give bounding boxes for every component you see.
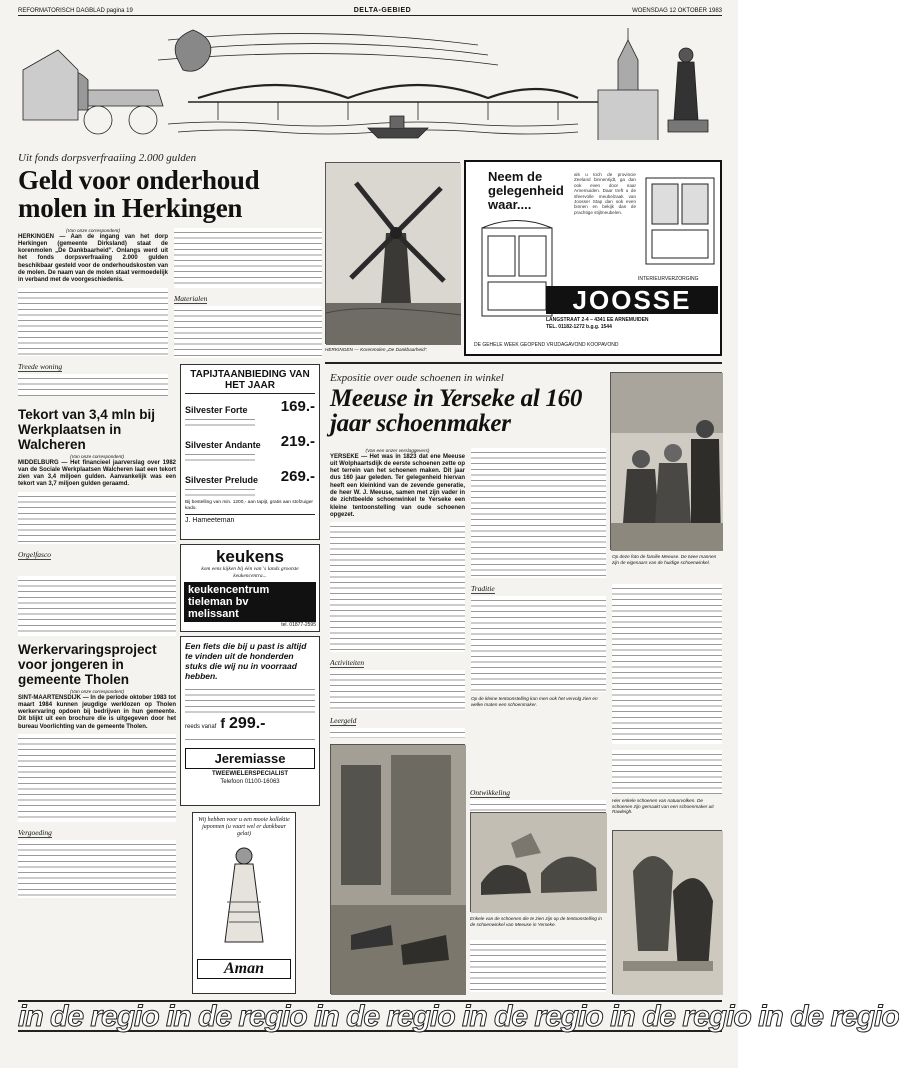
article-body-text xyxy=(470,940,606,992)
article-headline: Meeuse in Yerseke al 160 jaar schoenmaker xyxy=(330,385,583,437)
article-lead: SINT-MAARTENSDIJK — In de periode oktober 1983 tot maart 1984 kunnen jeugdige werklozen op Tholen werkervaring opdoen bij bedrijven in hun gemeente. Dit blijkt uit een brochure die is uitgegeven door het bureau Voorlichting van de gemeente Tholen. xyxy=(18,694,176,730)
photo-caption: Hier enkele schoenen van natuurvolken. De schoenen zijn gemaakt van een schoenmaker uit Rawleigh. xyxy=(612,798,714,815)
product-price: 219.- xyxy=(280,433,315,450)
ad-opening-hours: DE GEHELE WEEK GEOPEND VRIJDAGAVOND KOOPAVOND xyxy=(474,342,619,348)
ad-slogan-line: waar.... xyxy=(488,197,532,212)
product-price: 269.- xyxy=(280,468,315,485)
ad-telephone: Telefoon 01100-16063 xyxy=(220,779,280,785)
cabinet-drawing xyxy=(642,172,718,272)
ad-body-text: Een fiets die bij u past is altijd te vinden uit de honderden stuks die wij nu in voorraad hebben. xyxy=(185,641,307,681)
native-shoes-photo xyxy=(612,830,722,994)
article-byline: (Van een onzer verslaggevers) xyxy=(365,448,430,453)
paper-name: REFORMATORISCH DAGBLAD pagina 19 xyxy=(18,7,133,14)
article-lead: MIDDELBURG — Het financieel jaarverslag over 1982 van de Sociale Werkplaatsen Walcheren laat een tekort zien van 3,4 miljoen gulden. Aanvankelijk was een tekort van 3,7 miljoen gulden geraamd. xyxy=(18,459,176,488)
ad-brand-name: Jeremiasse xyxy=(185,748,315,769)
product-price: 299.- xyxy=(229,715,266,732)
subheading: Ontwikkeling xyxy=(470,788,510,797)
article-headline: Werkervaringsproject voor jongeren in gemeente Tholen xyxy=(18,642,157,687)
product-name: Silvester Forte xyxy=(185,405,248,415)
ad-subtitle: TWEEWIELERSPECIALIST xyxy=(211,771,288,777)
ad-tapijt xyxy=(180,364,320,540)
ad-title: keukens xyxy=(215,547,285,566)
article-headline: Geld voor onderhoud molen in Herkingen xyxy=(18,165,260,223)
article-body-text xyxy=(18,734,176,822)
ad-telephone: TEL. 01182-1272 b.g.g. 1544 xyxy=(546,324,612,330)
issue-date: WOENSDAG 12 OKTOBER 1983 xyxy=(632,7,722,14)
footer-text: in de regio in de regio in de regio in de regio in de regio in de regio xyxy=(18,1000,899,1033)
subheading: Orgelfasco xyxy=(18,549,52,559)
ad-note: Bij bestelling van min. 1200,- aan tapijt, gratis aan stofzuiger kado. xyxy=(185,500,313,511)
article-byline: (Van onze correspondent) xyxy=(69,689,125,694)
article-lead: YERSEKE — Het was in 1823 dat ene Meeuse uit Wolphaartsdijk de eerste schoenen zette op het terrein van het schoenen maken. Dit jaar dus 160 jaar geleden. Ter gelegenheid hiervan heeft een kleinkind van de zevende generatie, de heer W. J. Meeuse, samen met zijn vader in de zichtbeelde schoenwinkel te Yerseke een kleine tentoonstelling van oude schoenen opgezet. xyxy=(330,453,465,518)
article-tekort xyxy=(18,407,176,572)
article-body-text xyxy=(612,584,722,744)
ad-tag: INTERIEURVERZORGING xyxy=(638,276,699,282)
subheading: Vergoeding xyxy=(18,828,52,838)
article-meeuse xyxy=(330,372,606,446)
product-name: Silvester Prelude xyxy=(185,475,259,485)
article-body-text xyxy=(330,670,465,710)
dress-illustration xyxy=(197,842,291,952)
article-body-text xyxy=(330,522,465,652)
ad-aman xyxy=(192,812,296,994)
article-kicker: Uit fonds dorpsverfraaiing 2.000 gulden xyxy=(18,152,197,164)
ad-item-list xyxy=(185,398,315,497)
ad-telephone: tel. 01877-2595 xyxy=(281,622,316,628)
ad-brand-name: Aman xyxy=(197,959,291,979)
article-body-text xyxy=(471,448,606,578)
article-body-text xyxy=(18,576,176,636)
ad-shop-name: J. Hameeteman xyxy=(185,514,315,524)
ad-body-text: als u toch de provincie Zeeland binnenrijdt, ga dan ook even door naar Arnemuiden. Daar treft u de sfeervolle meubelzaak van Joosse! Stap dan ook even binnen en bekijk dan de prachtige stijlmeubelen. xyxy=(574,172,636,215)
delta-banner-illustration xyxy=(18,20,722,148)
subheading: Leergeld xyxy=(330,716,357,726)
article-body-text xyxy=(18,840,176,898)
subheading: Activiteiten xyxy=(330,658,365,668)
ad-brand-name: JOOSSE xyxy=(546,286,718,314)
windmill-photo xyxy=(325,162,460,344)
photo-caption: Enkele van de schoenen die te zien zijn op de tentoonstelling in de schoenwinkel van Meeuse in Yerseke. xyxy=(470,916,602,927)
subheading: Materialen xyxy=(174,294,208,303)
article-byline: (Van onze correspondent) xyxy=(69,454,125,459)
subheading: Treede woning xyxy=(18,361,63,371)
ad-address: LANGSTRAAT 2-4 – 4341 EE ARNEMUIDEN xyxy=(546,317,649,323)
photo-caption: HERKINGEN — Korenmolen „De Dankbaarheid”. xyxy=(325,347,428,352)
article-body-text xyxy=(174,306,322,358)
ad-brand-line: melissant xyxy=(188,608,239,620)
ad-brand-line: tieleman bv xyxy=(188,596,249,608)
old-shoes-photo xyxy=(470,812,606,912)
subheading: Traditie xyxy=(471,584,495,593)
product-price: 169.- xyxy=(280,398,315,415)
product-name: Silvester Andante xyxy=(185,440,261,450)
ad-body-text: Wij hebben voor u een mooie kollektie japonnen (u vaart wel er dankbaar gelat) xyxy=(198,817,290,837)
article-kicker: Expositie over oude schoenen in winkel xyxy=(330,372,504,384)
ad-slogan-line: Neem de xyxy=(488,169,543,184)
article-body-text xyxy=(18,374,168,396)
photo-caption: Op deze foto de familie Meeuse. De twee mannen zijn de eigenaars van de huidige schoenwinkel. xyxy=(612,554,717,565)
article-body-text xyxy=(330,728,465,738)
ad-tagline: kom eens kijken bij één van 's lands grootste keukencentra... xyxy=(201,566,299,579)
page-header xyxy=(18,6,722,16)
family-photo xyxy=(610,372,722,550)
article-lead: HERKINGEN — Aan de ingang van het dorp Herkingen (gemeente Dirksland) staat de korenmolen „De Dankbaarheid”. Onlangs werd uit het fonds dorpsverfraaiing 2.000 gulden beschikbaar gesteld voor de onderhoudskosten van de molen. De naam van de molen staat vermoedelijk in verband met de voorgeschiedenis. xyxy=(18,233,168,284)
ad-slogan-line: gelegenheid xyxy=(488,183,564,198)
article-body-text xyxy=(174,228,322,288)
article-body-text xyxy=(471,596,606,692)
ad-joosse xyxy=(464,160,722,356)
article-body-text xyxy=(18,492,176,544)
ad-brand-line: keukencentrum xyxy=(188,584,270,596)
section-title: DELTA-GEBIED xyxy=(353,7,412,14)
ad-keukens xyxy=(180,544,320,632)
article-headline: Tekort van 3,4 mln bij Werkplaatsen in Walcheren xyxy=(18,407,156,452)
ad-fiets: Een fiets die bij u past is altijd te vinden uit de honderden stuks die wij nu in voorraad hebben. reeds vanaf f 299.- Jeremiasse TWEEWIELERSPECIALIST Telefoon 01100-16063 xyxy=(180,636,320,806)
shoemaker-tools-photo xyxy=(330,744,465,994)
article-byline: (Van onze correspondent) xyxy=(65,228,121,233)
banner-drawing xyxy=(18,20,722,148)
article-tholen xyxy=(18,642,176,992)
section-footer-band xyxy=(18,1000,899,1033)
article-body-text xyxy=(612,750,722,794)
ad-title: TAPIJTAANBIEDING VAN HET JAAR xyxy=(185,369,315,394)
photo-caption: Op de kleine tentoonstelling kan men ook het vervolg zien en welke maten een schoenmaker. xyxy=(471,696,598,707)
article-body-text xyxy=(18,288,168,356)
